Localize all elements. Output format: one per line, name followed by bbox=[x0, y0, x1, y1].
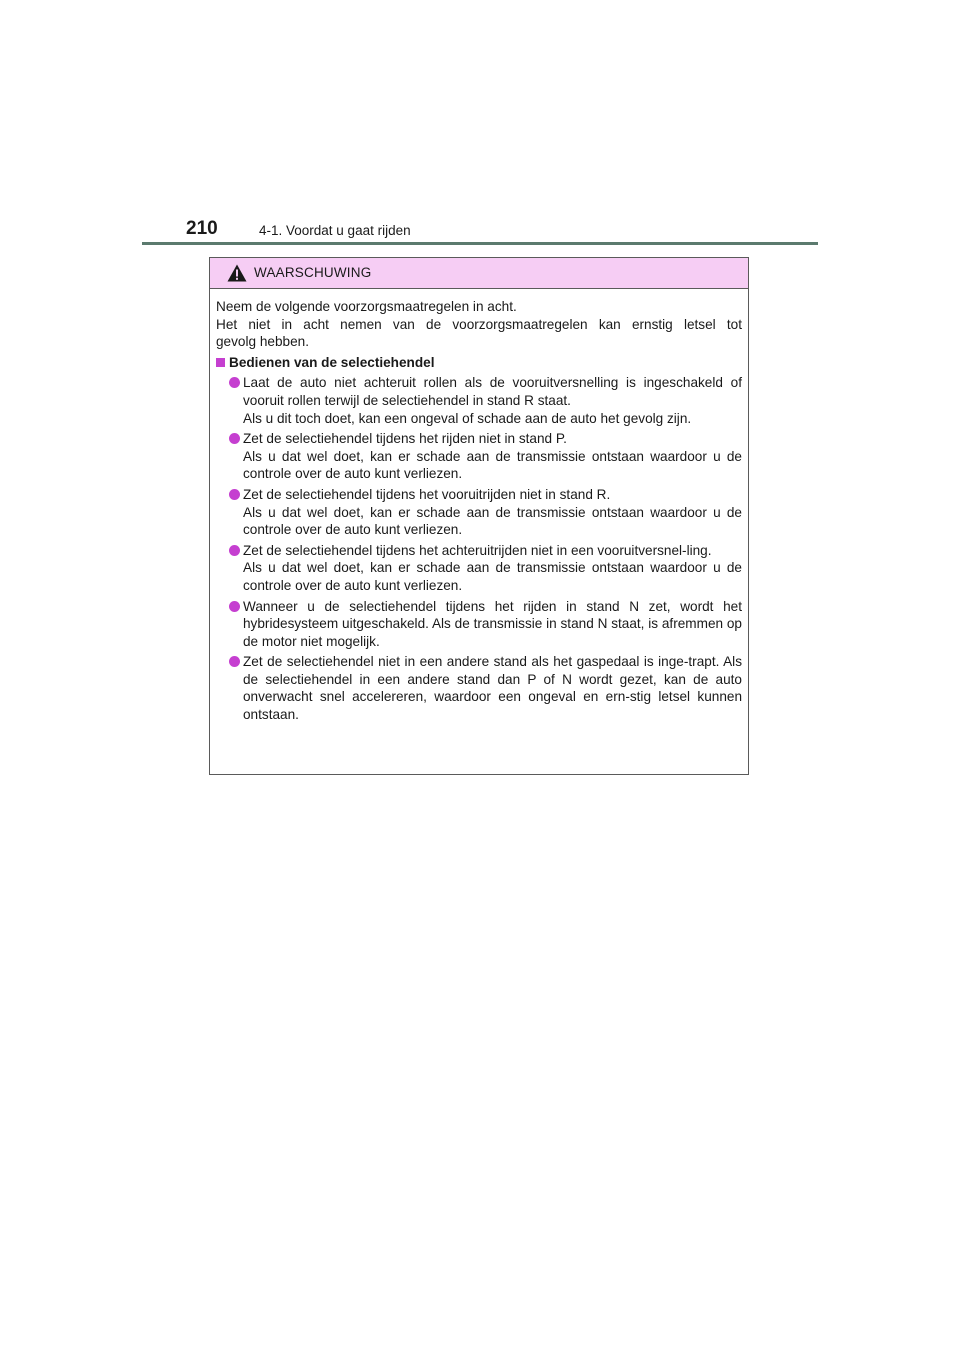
circle-bullet-icon bbox=[229, 489, 240, 500]
page-header bbox=[142, 218, 818, 248]
list-item bbox=[216, 430, 742, 483]
bullet-text: Zet de selectiehendel niet in een andere stand als het gaspedaal is inge-trapt. Als de selectiehendel in een andere stand dan P of N wordt gezet, kan de auto onverwacht snel accelereren, waardoor een ongeval en ern-stig letsel kunnen ontstaan. bbox=[243, 654, 742, 723]
bullet-text: Als u dit toch doet, kan een ongeval of schade aan de auto het gevolg zijn. bbox=[243, 410, 692, 426]
list-item bbox=[216, 598, 742, 651]
circle-bullet-icon bbox=[229, 377, 240, 388]
circle-bullet-icon bbox=[229, 656, 240, 667]
warning-box bbox=[209, 257, 749, 775]
list-item bbox=[216, 374, 742, 427]
subheading bbox=[216, 354, 742, 372]
warning-header bbox=[210, 258, 748, 289]
warning-body bbox=[210, 289, 748, 724]
list-item bbox=[216, 653, 742, 723]
intro-line-1: Neem de volgende voorzorgsmaatregelen in acht. bbox=[216, 299, 517, 314]
bullet-text: Als u dat wel doet, kan er schade aan de transmissie ontstaan waardoor u de controle over de auto kunt verliezen. bbox=[243, 560, 742, 593]
bullet-text: Zet de selectiehendel tijdens het rijden niet in stand P. bbox=[243, 431, 567, 447]
header-rule bbox=[142, 242, 818, 245]
bullet-text: Wanneer u de selectiehendel tijdens het rijden in stand N zet, wordt het hybridesysteem uitgeschakeld. Als de transmissie in stand N staat, is afremmen op de motor niet mogelijk. bbox=[243, 598, 742, 649]
circle-bullet-icon bbox=[229, 601, 240, 612]
bullet-text: Als u dat wel doet, kan er schade aan de transmissie ontstaan waardoor u de controle over de auto kunt verliezen. bbox=[243, 504, 742, 538]
bullet-text: Zet de selectiehendel tijdens het achteruitrijden niet in een vooruitversnel-ling. bbox=[243, 542, 712, 558]
list-item bbox=[216, 486, 742, 539]
section-title: 4-1. Voordat u gaat rijden bbox=[259, 223, 411, 238]
square-bullet-icon bbox=[216, 358, 225, 367]
circle-bullet-icon bbox=[229, 433, 240, 444]
page-number: 210 bbox=[186, 218, 218, 239]
subheading-text: Bedienen van de selectiehendel bbox=[229, 354, 435, 370]
bullet-text: Als u dat wel doet, kan er schade aan de transmissie ontstaan waardoor u de controle over de auto kunt verliezen. bbox=[243, 448, 742, 482]
bullet-text: Laat de auto niet achteruit rollen als de vooruitversnelling is ingeschakeld of vooruit rollen terwijl de selectiehendel in stand R staat. bbox=[243, 375, 742, 408]
intro-line-2: Het niet in acht nemen van de voorzorgsmaatregelen kan ernstig letsel tot bbox=[216, 316, 742, 332]
circle-bullet-icon bbox=[229, 545, 240, 556]
warning-title: WAARSCHUWING bbox=[254, 265, 372, 280]
bullet-text: Zet de selectiehendel tijdens het vooruitrijden niet in stand R. bbox=[243, 486, 611, 502]
bullet-list bbox=[216, 374, 742, 723]
warning-intro bbox=[216, 298, 742, 351]
list-item bbox=[216, 542, 742, 595]
intro-line-3: gevolg hebben. bbox=[216, 334, 309, 350]
warning-triangle-icon bbox=[227, 264, 247, 282]
